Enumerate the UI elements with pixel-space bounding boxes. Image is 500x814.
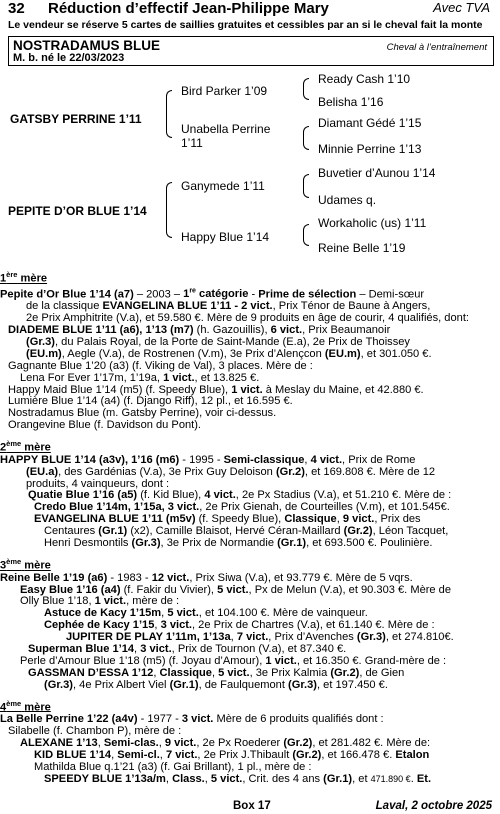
bracket (303, 126, 309, 150)
bracket (166, 182, 172, 238)
text-line: Easy Blue 1’16 (a4) (f. Fakir du Vivier), 5 vict., Px de Melun (V.a), et 90.303 €. Mère de (20, 583, 452, 596)
section-heading: 3ème mère (0, 557, 51, 572)
dam-entry: HAPPY BLUE 1’14 (a3v), 1’16 (m6) - 1995 - Semi-classique, 4 vict., Prix de Rome (0, 453, 416, 466)
pedigree-gd1: Unabella Perrine 1’11 (181, 122, 271, 150)
pedigree-gs2: Ganymede 1’11 (181, 179, 265, 193)
section-heading: 1ère mère (0, 270, 48, 285)
text-line: 2e Prix Amphitrite (V.a), et 59.580 €. Mère de 9 produits en âge de courir, 4 qualifiés, dont: (26, 312, 469, 325)
catalog-title: Réduction d’effectif Jean-Philippe Mary (48, 0, 329, 17)
tva-note: Avec TVA (433, 0, 490, 15)
pedigree-sire: GATSBY PERRINE 1’11 (10, 112, 142, 126)
training-status: Cheval à l’entraînement (386, 42, 487, 53)
text-line: Lumière Blue 1’14 (a4) (f. Django Riff), 12 pl., et 16.595 €. (8, 395, 293, 408)
text-line: JUPITER DE PLAY 1’11m, 1’13a, 7 vict., Prix d’Avenches (Gr.3), et 274.810€. (66, 631, 454, 644)
text-line: Credo Blue 1’14m, 1’15a, 3 vict., 2e Prix Gienah, de Courteilles (V.m), et 101.545€. (34, 501, 450, 514)
pedigree-gd2: Happy Blue 1’14 (181, 230, 270, 244)
text-line: de la classique EVANGELINA BLUE 1’11 - 2 vict., Prix Ténor de Baune à Angers, (26, 300, 431, 313)
bracket (303, 78, 309, 100)
text-line: (Gr.3), 4e Prix Albert Viel (Gr.1), de Faulquemont (Gr.3), et 197.450 €. (44, 678, 388, 691)
bracket (303, 174, 309, 198)
bracket (166, 90, 172, 138)
section-heading: 4ème mère (0, 698, 51, 714)
text-line: (EU.a), des Gardénias (V.a), 3e Prix Guy Deloison (Gr.2), et 169.808 €. Mère de 12 (26, 465, 436, 478)
text-line: Superman Blue 1’14, 3 vict., Prix de Tournon (V.a), et 87.340 €. (28, 643, 347, 656)
horse-box (8, 36, 494, 66)
text-line: produits, 4 vainqueurs, dont : (26, 477, 170, 490)
lot-number: 32 (8, 0, 25, 17)
text-line: Centaures (Gr.1) (x2), Camille Blaisot, Hervé Céran-Maillard (Gr.2), Léon Tacquet, (44, 525, 449, 538)
dam-entry: Pepite d’Or Blue 1’14 (a7) – 2003 – 1re catégorie - Prime de sélection – Demi-sœur (0, 287, 425, 301)
footer (0, 800, 500, 814)
sale-location-date: Laval, 2 octobre 2025 (375, 800, 492, 812)
pedigree-g3: Belisha 1’16 (318, 95, 384, 109)
header (8, 0, 494, 18)
pedigree-g3: Diamant Gédé 1’15 (318, 116, 422, 130)
horse-info: M. b. né le 22/03/2023 (13, 52, 125, 64)
pedigree-g3: Workaholic (us) 1’11 (318, 216, 427, 230)
text-line: Quatie Blue 1’16 (a5) (f. Kid Blue), 4 vict., 2e Px Stadius (V.a), et 51.210 €. Mère de : (28, 489, 452, 502)
box-number: Box 17 (233, 800, 271, 812)
text-line: Happy Maid Blue 1’14 (m5) (f. Speedy Blue), 1 vict. à Meslay du Maine, et 42.880 €. (8, 383, 424, 396)
text-line: Orangevine Blue (f. Davidson du Pont). (8, 419, 202, 432)
text-line: GASSMAN D’ESSA 1’12, Classique, 5 vict., 3e Prix Kalmia (Gr.2), de Gien (28, 666, 405, 679)
text-line: EVANGELINA BLUE 1’11 (m5v) (f. Speedy Blue), Classique, 9 vict., Prix des (34, 513, 421, 526)
text-line: (EU.m), Aegle (V.a), de Rostrenen (V.m), 3e Prix d’Alençcon (EU.m), et 301.050 €. (26, 347, 432, 360)
pedigree-g3: Ready Cash 1’10 (318, 72, 411, 86)
dam-entry: La Belle Perrine 1’22 (a4v) - 1977 - 3 vict. Mère de 6 produits qualifiés dont : (0, 713, 384, 726)
text-line: Astuce de Kacy 1’15m, 5 vict., et 104.100 €. Mère de vainqueur. (44, 607, 368, 620)
text-line: Perle d’Amour Blue 1’18 (m5) (f. Joyau d’Amour), 1 vict., et 16.350 €. Grand-mère de : (20, 654, 447, 667)
dam-entry: Reine Belle 1’19 (a6) - 1983 - 12 vict., Prix Siwa (V.a), et 93.779 €. Mère de 5 vqrs. (0, 571, 413, 584)
pedigree-dam: PEPITE D’OR BLUE 1’14 (8, 204, 147, 218)
pedigree-g3: Udames q. (318, 193, 377, 207)
text-line: Henri Desmontils (Gr.3), 3e Prix de Normandie (Gr.1), et 693.500 €. Poulinière. (44, 537, 433, 550)
horse-name: NOSTRADAMUS BLUE (13, 38, 160, 53)
dam-line (0, 266, 500, 786)
pedigree-g3: Reine Belle 1’19 (318, 241, 406, 255)
text-line: SPEEDY BLUE 1’13a/m, Class., 5 vict., Crit. des 4 ans (Gr.1), et 471.890 €. Et. (44, 772, 432, 785)
section-heading: 2ème mère (0, 439, 51, 454)
text-line: Mathilda Blue q.1’21 (a3) (f. Gai Brillant), 1 pl., mère de : (34, 760, 312, 773)
text-line: ALEXANE 1’13, Semi-clas., 9 vict., 2e Px Roederer (Gr.2), et 281.482 €. Mère de: (20, 737, 431, 750)
text-line: Silabelle (f. Chambon P), mère de : (8, 725, 182, 738)
pedigree-g3: Minnie Perrine 1’13 (318, 142, 422, 156)
text-line: Cephée de Kacy 1’15, 3 vict., 2e Prix de Chartres (V.a), et 61.140 €. Mère de : (44, 619, 435, 632)
text-line: Lena For Ever 1’17m, 1’19a, 1 vict., et 13.825 €. (20, 371, 260, 384)
pedigree-table (0, 66, 500, 256)
text-line: (Gr.3), du Palais Royal, de la Porte de Saint-Mande (E.a), 2e Prix de Thoissey (26, 335, 410, 348)
pedigree-g3: Buvetier d’Aunou 1’14 (318, 166, 436, 180)
text-line: KID BLUE 1’14, Semi-cl., 7 vict., 2e Prix J.Thibault (Gr.2), et 166.478 €. Etalon (34, 748, 430, 761)
text-line: DIADEME BLUE 1’11 (a6), 1’13 (m7) (h. Gazouillis), 6 vict., Prix Beaumanoir (8, 324, 391, 336)
seller-note: Le vendeur se réserve 5 cartes de saillies gratuites et cessibles par an si le cheval fait la monte (8, 19, 483, 31)
text-line: Olly Blue 1’18, 1 vict., mère de : (20, 595, 180, 608)
pedigree-gs1: Bird Parker 1’09 (181, 84, 268, 98)
text-line: Gagnante Blue 1’20 (a3) (f. Viking de Val), 3 places. Mère de : (8, 359, 313, 372)
text-line: Nostradamus Blue (m. Gatsby Perrine), voir ci-dessus. (8, 407, 277, 420)
bracket (303, 224, 309, 246)
